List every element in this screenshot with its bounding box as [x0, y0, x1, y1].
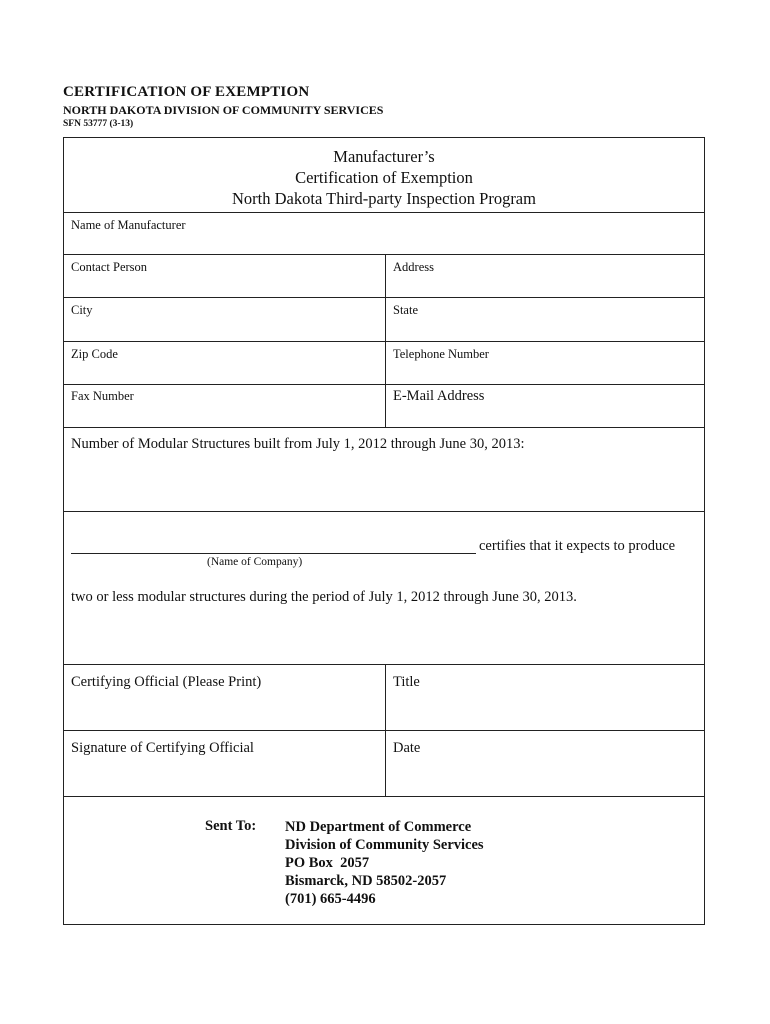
company-name-line [71, 553, 476, 554]
state-label: State [393, 303, 418, 317]
company-name-field[interactable] [71, 533, 476, 553]
fax-number-field[interactable] [64, 384, 385, 427]
title-label: Title [393, 674, 420, 690]
zip-code-field[interactable] [64, 341, 385, 384]
manufacturer-name-label: Name of Manufacturer [71, 218, 186, 232]
date-label: Date [393, 740, 421, 756]
company-name-caption: (Name of Company) [207, 556, 303, 568]
form-number: SFN 53777 (3-13) [63, 119, 134, 129]
address-label: Address [393, 260, 434, 274]
address-line-3: PO Box 2057 [285, 855, 370, 871]
manufacturer-name-field[interactable] [64, 212, 704, 254]
contact-person-field[interactable] [64, 254, 385, 297]
email-field[interactable] [385, 384, 704, 427]
sent-to-label: Sent To: [205, 818, 257, 834]
address-line-1: ND Department of Commerce [285, 819, 472, 835]
signature-field[interactable] [64, 730, 385, 796]
certifying-official-field[interactable] [64, 664, 385, 730]
signature-label: Signature of Certifying Official [71, 740, 254, 756]
division-name: NORTH DAKOTA DIVISION OF COMMUNITY SERVICES [63, 103, 384, 117]
modular-structures-label: Number of Modular Structures built from July 1, 2012 through June 30, 2013: [71, 436, 525, 452]
address-line-5: (701) 665-4496 [285, 891, 376, 907]
document-title: CERTIFICATION OF EXEMPTION [63, 84, 310, 100]
form-title-line-3: North Dakota Third-party Inspection Program [232, 189, 536, 208]
mailing-address [285, 818, 484, 908]
form-title-line-1: Manufacturer’s [333, 147, 435, 166]
telephone-label: Telephone Number [393, 347, 489, 361]
title-field[interactable] [385, 664, 704, 730]
fax-number-label: Fax Number [71, 389, 134, 403]
email-label: E-Mail Address [393, 388, 485, 404]
city-label: City [71, 303, 93, 317]
form-title-block [64, 138, 704, 212]
exemption-form [63, 137, 705, 925]
date-field[interactable] [385, 730, 704, 796]
state-field[interactable] [385, 297, 704, 341]
address-line-4: Bismarck, ND 58502-2057 [285, 873, 447, 889]
modular-structures-field[interactable] [64, 427, 704, 511]
divider [64, 796, 704, 797]
telephone-field[interactable] [385, 341, 704, 384]
address-line-2: Division of Community Services [285, 837, 484, 853]
two-or-less-statement: two or less modular structures during the period of July 1, 2012 through June 30, 2013. [71, 589, 577, 605]
certifying-official-label: Certifying Official (Please Print) [71, 674, 262, 690]
address-field[interactable] [385, 254, 704, 297]
city-field[interactable] [64, 297, 385, 341]
divider [64, 511, 704, 512]
contact-person-label: Contact Person [71, 260, 148, 274]
form-title-line-2: Certification of Exemption [295, 168, 473, 187]
zip-code-label: Zip Code [71, 347, 118, 361]
certifies-text: certifies that it expects to produce [479, 538, 676, 554]
